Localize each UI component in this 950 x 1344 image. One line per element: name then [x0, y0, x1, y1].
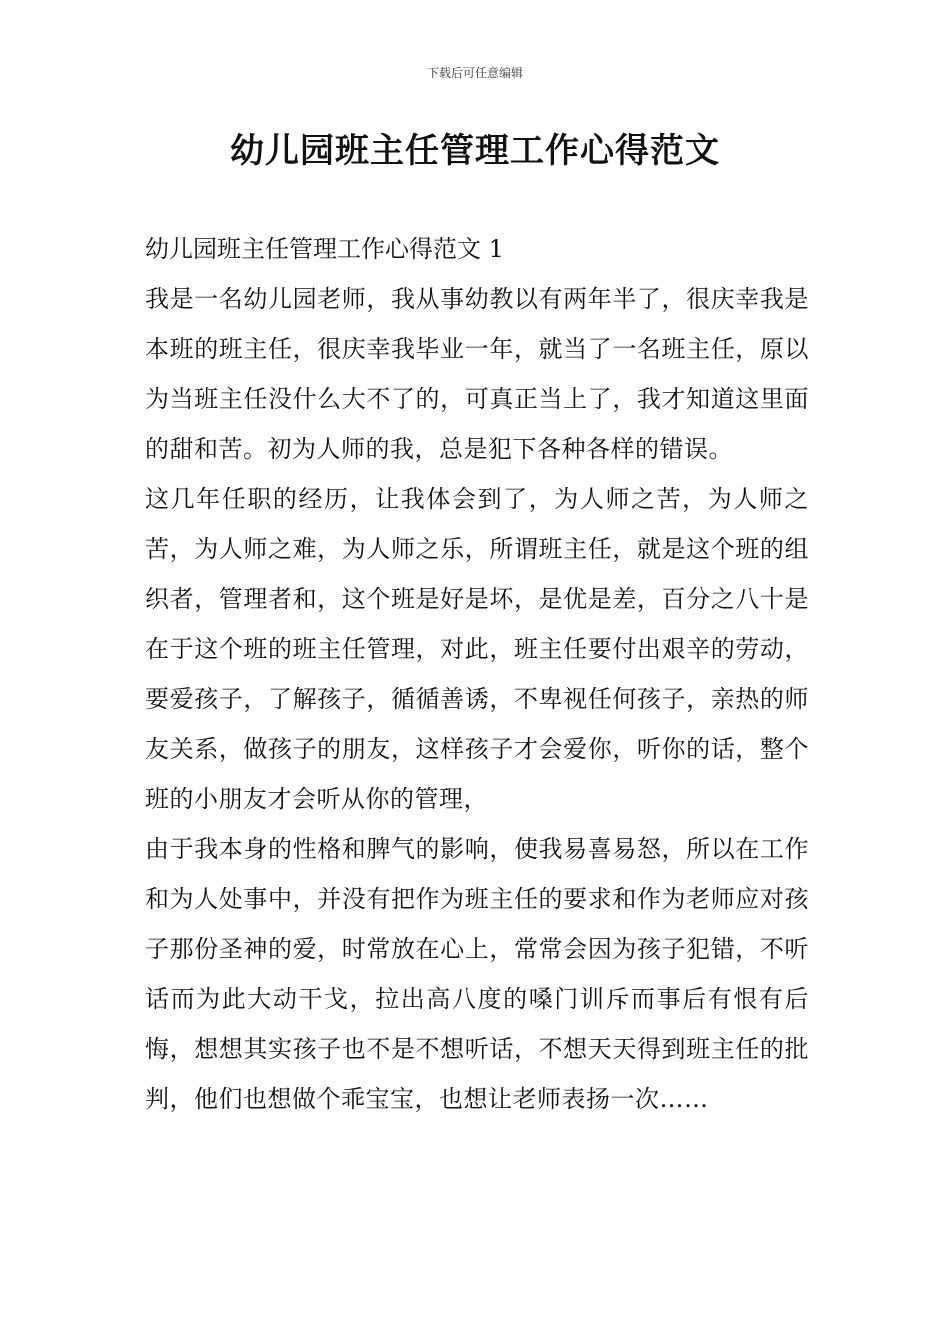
header-note: 下载后可任意编辑: [426, 66, 523, 80]
paragraph-1: 我是一名幼儿园老师，我从事幼教以有两年半了，很庆幸我是本班的班主任，很庆幸我毕业一年，就当了一名班主任，原以为当班主任没什么大不了的，可真正当上了，我才知道这里面的甜和苦。初为人师的我，总是犯下各种各样的错误。: [145, 285, 809, 463]
document-body: [145, 224, 809, 1124]
paragraph-2: 这几年任职的经历，让我体会到了，为人师之苦，为人师之苦，为人师之难，为人师之乐，所谓班主任，就是这个班的组织者，管理者和，这个班是好是坏，是优是差，百分之八十是在于这个班的班主任管理，对此，班主任要付出艰辛的劳动，要爱孩子，了解孩子，循循善诱，不卑视任何孩子，亲热的师友关系，做孩子的朋友，这样孩子才会爱你，听你的话，整个班的小朋友才会听从你的管理，: [145, 485, 809, 813]
document-title: 幼儿园班主任管理工作心得范文: [230, 131, 720, 171]
paragraph-3: 由于我本身的性格和脾气的影响，使我易喜易怒，所以在工作和为人处事中，并没有把作为班主任的要求和作为老师应对孩子那份圣神的爱，时常放在心上，常常会因为孩子犯错，不听话而为此大动干戈，拉出高八度的嗓门训斥而事后有恨有后悔，想想其实孩子也不是不想听话，不想天天得到班主任的批判，他们也想做个乖宝宝，也想让老师表扬一次……: [145, 835, 809, 1113]
section-subtitle: 幼儿园班主任管理工作心得范文 1: [145, 235, 504, 263]
